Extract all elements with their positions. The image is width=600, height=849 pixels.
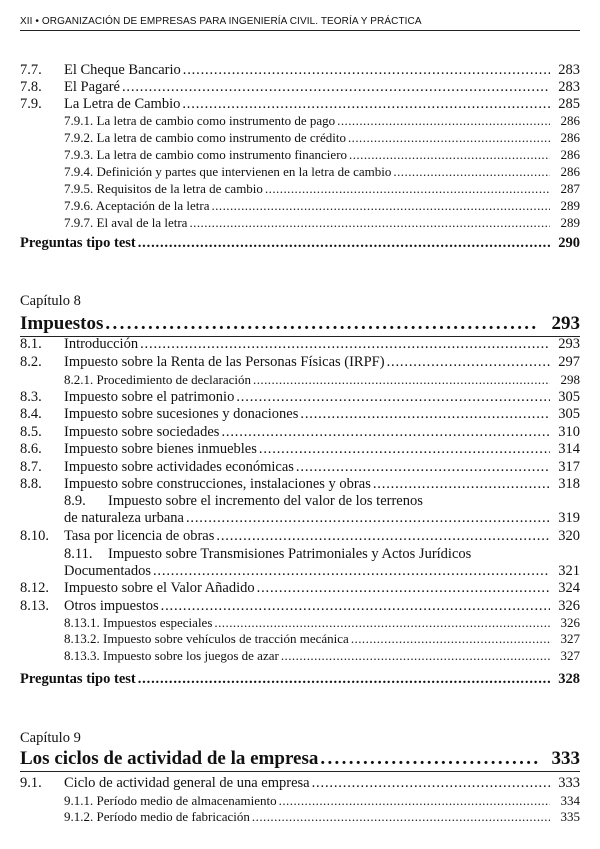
page-number: 334 (560, 793, 580, 808)
toc-entry[interactable] (64, 563, 580, 580)
page-number: 324 (558, 580, 580, 596)
dot-leader (189, 215, 550, 231)
running-header: XII • ORGANIZACIÓN DE EMPRESAS PARA INGENIERÍA CIVIL. TEORÍA Y PRÁCTICA (20, 16, 580, 31)
page-number: 326 (558, 598, 580, 614)
dot-leader (349, 147, 550, 163)
toc-subentry[interactable] (64, 113, 580, 129)
section-number: 7.9. (20, 96, 42, 112)
section-number: 7.8. (20, 79, 42, 95)
toc-entry-title: Impuesto sobre sociedades (64, 424, 220, 440)
dot-leader (320, 748, 538, 770)
dot-leader (140, 336, 550, 353)
dot-leader (138, 235, 550, 252)
dot-leader (182, 96, 550, 113)
toc-subentry[interactable] (64, 147, 580, 163)
toc-entry-title: Preguntas tipo test (20, 235, 136, 251)
page-number: 298 (560, 372, 580, 387)
toc-entry[interactable] (64, 459, 580, 476)
dot-leader (252, 809, 550, 825)
page-number: 290 (558, 235, 580, 251)
toc-entry-title: 8.13.1. Impuestos especiales (64, 615, 213, 630)
toc-subentry[interactable] (64, 181, 580, 197)
toc-entry-title: 8.13.3. Impuesto sobre los juegos de azar (64, 648, 279, 663)
chapter-rule (20, 336, 580, 337)
section-number: 8.12. (20, 580, 49, 596)
page-number: 328 (558, 671, 580, 687)
toc-subentry[interactable] (64, 793, 580, 809)
section-number: 8.13. (20, 598, 49, 614)
page-number: 317 (558, 459, 580, 475)
toc-entry[interactable] (64, 406, 580, 423)
dot-leader (348, 130, 550, 146)
toc-entry[interactable] (64, 580, 580, 597)
toc-entry[interactable] (64, 424, 580, 441)
dot-leader (337, 113, 550, 129)
chapter-rule (20, 771, 580, 772)
toc-entry-title: Impuesto sobre bienes inmuebles (64, 441, 257, 457)
toc-entry[interactable] (64, 389, 580, 406)
section-number: 8.11. (64, 546, 93, 562)
toc-entry-title: Preguntas tipo test (20, 671, 136, 687)
chapter-label: Capítulo 9 (20, 730, 81, 746)
toc-subentry[interactable] (64, 130, 580, 146)
page-number: 305 (558, 389, 580, 405)
toc-entry-title: Impuesto sobre el incremento del valor de los terrenos (108, 493, 423, 509)
toc-entry-title: 7.9.7. El aval de la letra (64, 215, 188, 230)
toc-entry-title: Introducción (64, 336, 139, 352)
toc-entry-title: 7.9.3. La letra de cambio como instrumento financiero (64, 147, 348, 162)
page-number: 320 (558, 528, 580, 544)
section-number: 8.3. (20, 389, 42, 405)
toc-entry[interactable] (64, 336, 580, 353)
section-number: 8.9. (64, 493, 86, 509)
toc-entry-title: Los ciclos de actividad de la empresa (20, 748, 319, 769)
toc-entry-title: 8.2.1. Procedimiento de declaración (64, 372, 251, 387)
toc-entry-title: 7.9.6. Aceptación de la letra (64, 198, 210, 213)
test-questions-entry[interactable] (20, 235, 580, 252)
dot-leader (138, 671, 550, 688)
toc-entry-title: 9.1.1. Período medio de almacenamiento (64, 793, 277, 808)
page-number: 318 (558, 476, 580, 492)
toc-entry[interactable] (64, 441, 580, 458)
toc-entry-title: Impuesto sobre actividades económicas (64, 459, 294, 475)
toc-subentry[interactable] (64, 809, 580, 825)
toc-entry-title: El Pagaré (64, 79, 120, 95)
toc-entry-title: 7.9.1. La letra de cambio como instrumento de pago (64, 113, 336, 128)
dot-leader (214, 615, 550, 631)
toc-subentry[interactable] (64, 631, 580, 647)
toc-entry-title: Impuesto sobre construcciones, instalaciones y obras (64, 476, 371, 492)
dot-leader (211, 198, 550, 214)
page-number: 287 (560, 181, 580, 196)
page-number: 297 (558, 354, 580, 370)
page-number: 333 (558, 775, 580, 791)
page-number: 327 (560, 648, 580, 663)
page-number: 285 (558, 96, 580, 112)
dot-leader (153, 563, 550, 580)
toc-entry-title: 7.9.4. Definición y partes que intervienen en la letra de cambio (64, 164, 392, 179)
section-number: 8.1. (20, 336, 42, 352)
toc-entry-title: Tasa por licencia de obras (64, 528, 215, 544)
toc-entry-title: 8.13.2. Impuesto sobre vehículos de tracción mecánica (64, 631, 349, 646)
page-number: 333 (551, 748, 580, 769)
chapter-title-entry[interactable] (20, 313, 580, 335)
toc-subentry[interactable] (64, 648, 580, 664)
section-number: 8.8. (20, 476, 42, 492)
page-number: 326 (560, 615, 580, 630)
toc-entry-title: Impuesto sobre la Renta de las Personas Físicas (IRPF) (64, 354, 385, 370)
toc-entry-title: Otros impuestos (64, 598, 159, 614)
toc-entry[interactable] (64, 79, 580, 96)
dot-leader (253, 372, 550, 388)
page-number: 293 (551, 313, 580, 334)
dot-leader (257, 580, 550, 597)
dot-leader (300, 406, 550, 423)
page-number: 283 (558, 62, 580, 78)
page-number: 310 (558, 424, 580, 440)
toc-subentry[interactable] (64, 198, 580, 214)
dot-leader (221, 424, 550, 441)
toc-subentry[interactable] (64, 615, 580, 631)
toc-entry[interactable] (64, 62, 580, 79)
dot-leader (186, 510, 550, 527)
toc-entry-title: La Letra de Cambio (64, 96, 181, 112)
toc-entry-title: Documentados (64, 563, 151, 579)
toc-entry-title: Impuesto sobre Transmisiones Patrimoniales y Actos Jurídicos (108, 546, 472, 562)
dot-leader (105, 313, 538, 335)
page-number: 321 (558, 563, 580, 579)
toc-entry[interactable] (64, 96, 580, 113)
page-number: 335 (560, 809, 580, 824)
section-number: 8.7. (20, 459, 42, 475)
dot-leader (296, 459, 550, 476)
chapter-title-entry[interactable] (20, 748, 580, 770)
dot-leader (161, 598, 550, 615)
dot-leader (236, 389, 550, 406)
toc-entry-title: El Cheque Bancario (64, 62, 181, 78)
toc-subentry[interactable] (64, 164, 580, 180)
dot-leader (393, 164, 550, 180)
test-questions-entry[interactable] (20, 671, 580, 688)
page-number: 293 (558, 336, 580, 352)
dot-leader (259, 441, 550, 458)
section-number: 9.1. (20, 775, 42, 791)
section-number: 8.4. (20, 406, 42, 422)
page-number: 286 (560, 113, 580, 128)
toc-entry[interactable] (64, 354, 580, 371)
section-number: 8.6. (20, 441, 42, 457)
toc-entry-title: 7.9.2. La letra de cambio como instrumento de crédito (64, 130, 346, 145)
toc-entry[interactable] (64, 528, 580, 545)
toc-subentry[interactable] (64, 215, 580, 231)
page-number: 289 (560, 215, 580, 230)
page-number: 319 (558, 510, 580, 526)
dot-leader (183, 62, 550, 79)
section-number: 8.2. (20, 354, 42, 370)
toc-entry[interactable] (64, 775, 580, 792)
toc-entry-title: Impuesto sobre sucesiones y donaciones (64, 406, 299, 422)
dot-leader (216, 528, 550, 545)
section-number: 8.10. (20, 528, 49, 544)
section-number: 7.7. (20, 62, 42, 78)
dot-leader (265, 181, 550, 197)
toc-entry-title: 7.9.5. Requisitos de la letra de cambio (64, 181, 263, 196)
dot-leader (387, 354, 550, 371)
section-number: 8.5. (20, 424, 42, 440)
dot-leader (312, 775, 550, 792)
toc-entry-title: de naturaleza urbana (64, 510, 184, 526)
chapter-label: Capítulo 8 (20, 293, 81, 309)
toc-entry[interactable] (64, 476, 580, 493)
toc-entry-title: 9.1.2. Período medio de fabricación (64, 809, 250, 824)
dot-leader (281, 648, 550, 664)
page-number: 286 (560, 147, 580, 162)
dot-leader (279, 793, 550, 809)
toc-subentry[interactable] (64, 372, 580, 388)
page-number: 289 (560, 198, 580, 213)
toc-entry-title: Impuesto sobre el Valor Añadido (64, 580, 255, 596)
page-number: 305 (558, 406, 580, 422)
toc-entry[interactable] (64, 510, 580, 527)
page-number: 314 (558, 441, 580, 457)
page-number: 283 (558, 79, 580, 95)
toc-entry-title: Impuestos (20, 313, 104, 334)
toc-entry-title: Ciclo de actividad general de una empresa (64, 775, 310, 791)
toc-entry-title: Impuesto sobre el patrimonio (64, 389, 235, 405)
toc-entry[interactable] (64, 598, 580, 615)
dot-leader (122, 79, 550, 96)
page-number: 286 (560, 130, 580, 145)
page-number: 286 (560, 164, 580, 179)
dot-leader (373, 476, 550, 493)
page-number: 327 (560, 631, 580, 646)
dot-leader (351, 631, 550, 647)
